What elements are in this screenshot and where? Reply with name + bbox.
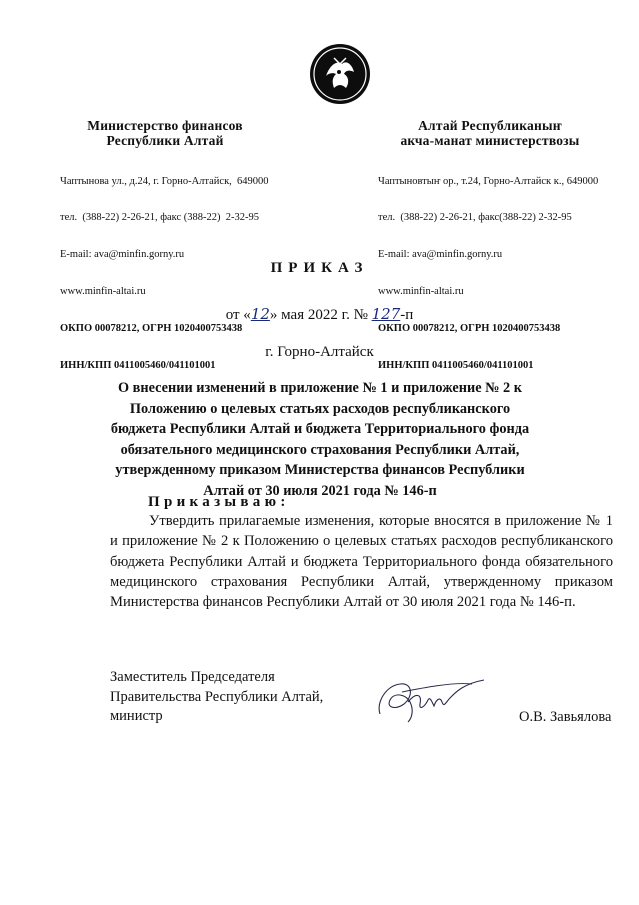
- contact-address: Чаптыновтыҥ ор., т.24, Горно-Алтайск к., 649000: [378, 175, 599, 187]
- handwritten-order-number: 127: [371, 305, 401, 323]
- ministry-name-ru: [60, 118, 270, 148]
- ministry-name-alt-line: Алтай Республиканыҥ: [418, 118, 562, 133]
- order-subject: О внесении изменений в приложение № 1 и приложение № 2 к Положению о целевых статьях расходов республиканского бюджета Республики Алтай и бюджета Территориального фонда обязательного медицинского страхования Республики Алтай, утвержденному приказом Министерства финансов Республики Алтай от 30 июля 2021 года № 146-п: [110, 380, 530, 499]
- operative-word: Приказываю:: [148, 494, 290, 510]
- ministry-name-alt-line: акча-манат министерствозы: [400, 133, 580, 148]
- order-date-line: [0, 305, 639, 324]
- date-prefix: от «: [225, 307, 251, 323]
- document-title: ПРИКАЗ: [270, 260, 369, 276]
- order-body: Утвердить прилагаемые изменения, которые вносятся в приложение № 1 и приложение № 2 к Положению о целевых статьях расходов республиканского бюджета Республики Алтай и бюджета Территориального фонда обязательного медицинского страхования Республики Алтай, утвержденному приказом Министерства финансов Республики Алтай от 30 июля 2021 года № 146-п.: [110, 513, 613, 611]
- contact-okpo: ОКПО 00078212, ОГРН 1020400753438: [60, 323, 243, 335]
- signatory-position: [110, 668, 323, 727]
- signatory-name: О.В. Завьялова: [519, 709, 612, 725]
- city: г. Горно-Алтайск: [265, 344, 374, 360]
- ministry-name-ru-line: Министерство финансов: [87, 118, 243, 133]
- contact-email: E-mail: ava@minfin.gorny.ru: [60, 249, 185, 261]
- date-middle: » мая 2022 г. №: [269, 307, 372, 323]
- contact-inn: ИНН/КПП 0411005460/041101001: [378, 360, 534, 372]
- contact-phone: тел. (388-22) 2-26-21, факс(388-22) 2-32-95: [378, 212, 572, 224]
- ministry-name-ru-line: Республики Алтай: [106, 133, 224, 148]
- contact-okpo: ОКПО 00078212, ОГРН 1020400753438: [378, 323, 561, 335]
- contact-inn: ИНН/КПП 0411005460/041101001: [60, 360, 216, 372]
- handwritten-signature: [372, 672, 492, 730]
- contact-address: Чаптынова ул., д.24, г. Горно-Алтайск, 649000: [60, 175, 269, 187]
- republic-altai-emblem-icon: [308, 42, 372, 106]
- contact-website: www.minfin-altai.ru: [60, 286, 146, 298]
- signatory-position-line: Заместитель Председателя: [110, 669, 275, 685]
- signatory-position-line: министр: [110, 708, 163, 724]
- contact-phone: тел. (388-22) 2-26-21, факс (388-22) 2-32-95: [60, 212, 260, 224]
- contact-email: E-mail: ava@minfin.gorny.ru: [378, 249, 503, 261]
- ministry-name-alt: [380, 118, 600, 148]
- signatory-position-line: Правительства Республики Алтай,: [110, 688, 324, 705]
- date-suffix: -п: [400, 307, 414, 323]
- handwritten-day: 12: [250, 305, 270, 323]
- contact-website: www.minfin-altai.ru: [378, 286, 464, 298]
